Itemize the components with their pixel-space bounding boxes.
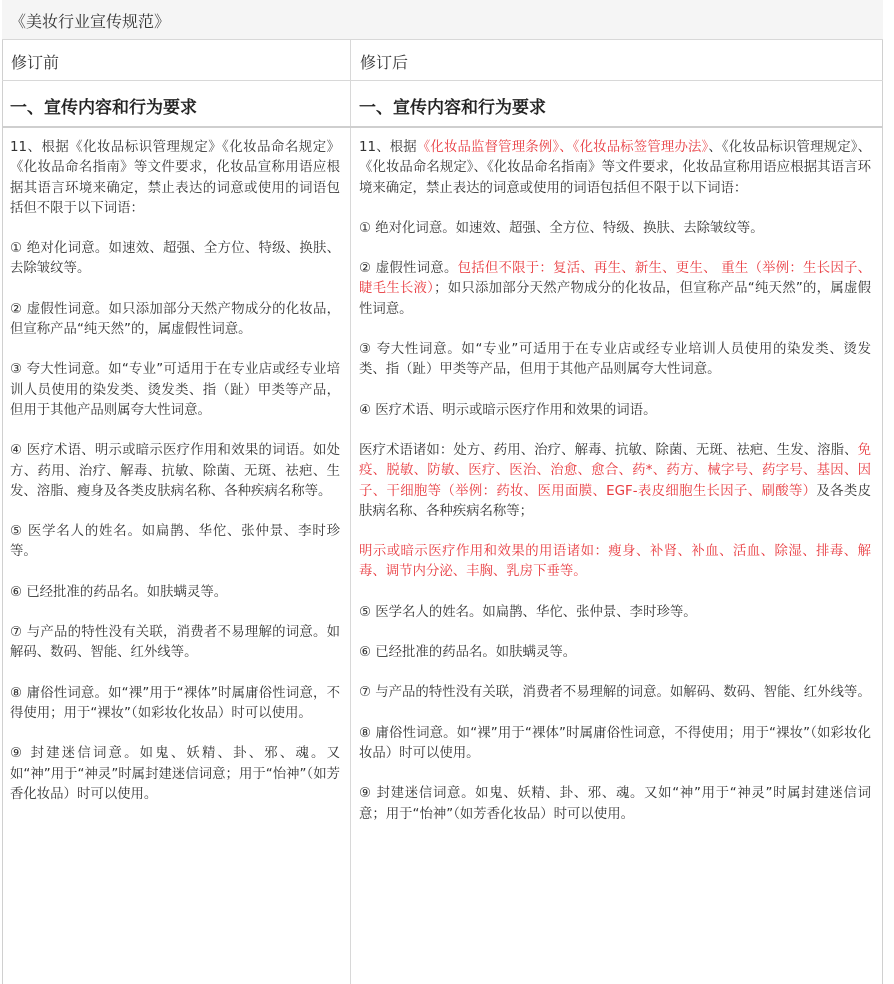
- after-medical-terms: [359, 441, 871, 522]
- after-clause-11-rest: 、《化妆品标识管理规定》、《化妆品命名规定》、《化妆品命名指南》等文件要求，化妆品宣称用语应根据其语言环境来确定，禁止表达的词意或使用的词语包括但不限于以下词语：: [359, 140, 871, 196]
- after-medical-terms-start: 医疗术语诸如：处方、药用、治疗、解毒、抗敏、除菌、无斑、祛疤、生发、溶脂、: [359, 442, 858, 458]
- after-item-6: ⑥ 已经批准的药品名。如肤螨灵等。: [359, 645, 577, 661]
- after-clause-11: [359, 138, 871, 199]
- after-item-2: [359, 259, 871, 320]
- after-clause-11-added: 《化妆品监督管理条例》、《化妆品标签管理办法》: [416, 140, 709, 155]
- header-after-cell: [351, 40, 883, 80]
- after-medical-terms-added: 免疫、脱敏、防敏、医疗、医治、治愈、愈合、药*、药方、械字号、药字号、基因、因子、干细胞等（举例：药妆、医用面膜、EGF-表皮细胞生长因子、刷酸等）: [359, 442, 871, 499]
- section-after-cell: [351, 81, 883, 126]
- before-item-8: ⑧ 庸俗性词意。如“裸”用于“裸体”时属庸俗性词意，不得使用；用于“裸妆”（如彩妆化妆品）时可以使用。: [10, 685, 340, 721]
- after-item-1: ① 绝对化词意。如速效、超强、全方位、特级、换肤、去除皱纹等。: [359, 220, 764, 236]
- title-row: [2, 0, 883, 40]
- after-item-2-added: 包括但不限于：复活、再生、新生、更生、 重生（举例：生长因子、睫毛生长液）: [359, 261, 871, 297]
- header-after: 修订后: [360, 53, 409, 72]
- before-column: [10, 138, 340, 805]
- after-item-2-rest: ；如只添加部分天然产物成分的化妆品，但宣称产品“纯天然”的，属虚假性词意。: [359, 281, 871, 317]
- after-item-2-start: ② 虚假性词意。: [359, 261, 458, 277]
- after-clause-11-start: 11、根据: [359, 140, 417, 155]
- before-item-2: ② 虚假性词意。如只添加部分天然产物成分的化妆品，但宣称产品“纯天然”的，属虚假性词意。: [10, 301, 340, 338]
- header-before-cell: [2, 40, 351, 80]
- header-row: [2, 40, 883, 81]
- doc-title: 《美妆行业宣传规范》: [10, 12, 171, 31]
- before-item-1: ① 绝对化词意。如速效、超强、全方位、特级、换肤、去除皱纹等。: [10, 241, 340, 277]
- header-before: 修订前: [11, 53, 60, 72]
- before-item-7: ⑦ 与产品的特性没有关联，消费者不易理解的词意。如解码、数码、智能、红外线等。: [10, 625, 340, 661]
- section-row: [2, 81, 883, 128]
- after-medical-terms-rest: 及各类皮肤病名称、各种疾病名称等；: [359, 483, 872, 519]
- after-item-7: ⑦ 与产品的特性没有关联，消费者不易理解的词意。如解码、数码、智能、红外线等。: [359, 685, 871, 701]
- after-item-4: ④ 医疗术语、明示或暗示医疗作用和效果的词语。: [359, 402, 657, 418]
- after-item-3: ③ 夸大性词意。如“专业”可适用于在专业店或经专业培训人员使用的染发类、烫发类、指（趾）甲类等产品，但用于其他产品则属夸大性词意。: [359, 342, 871, 378]
- section-title-before: 一、宣传内容和行为要求: [10, 98, 197, 118]
- before-clause-11: 11、根据《化妆品标识管理规定》《化妆品命名规定》《化妆品命名指南》等文件要求，化妆品宣称用语应根据其语言环境来确定，禁止表达的词意或使用的词语包括但不限于以下词语：: [10, 140, 340, 216]
- before-item-6: ⑥ 已经批准的药品名。如肤螨灵等。: [10, 584, 228, 600]
- after-column: [359, 138, 871, 825]
- after-item-5: ⑤ 医学名人的姓名。如扁鹊、华佗、张仲景、李时珍等。: [359, 604, 697, 620]
- after-item-8: ⑧ 庸俗性词意。如“裸”用于“裸体”时属庸俗性词意，不得使用；用于“裸妆”（如彩妆化妆品）时可以使用。: [359, 725, 871, 761]
- before-item-9: ⑨ 封建迷信词意。如鬼、妖精、卦、邪、魂。又如“神”用于“神灵”时属封建迷信词意；用于“怡神”（如芳香化妆品）时可以使用。: [10, 746, 340, 802]
- section-title-after: 一、宣传内容和行为要求: [359, 98, 546, 118]
- before-item-4: ④ 医疗术语、明示或暗示医疗作用和效果的词语。如处方、药用、治疗、解毒、抗敏、除菌、无斑、祛疤、生发、溶脂、瘦身及各类皮肤病名称、各种疾病名称等。: [10, 443, 340, 499]
- before-item-3: ③ 夸大性词意。如“专业”可适用于在专业店或经专业培训人员使用的染发类、烫发类、指（趾）甲类等产品，但用于其他产品则属夸大性词意。: [10, 362, 340, 418]
- after-implied-effects: 明示或暗示医疗作用和效果的用语诸如：瘦身、补肾、补血、活血、除湿、排毒、解毒、调节内分泌、丰胸、乳房下垂等。: [359, 544, 871, 580]
- after-item-9: ⑨ 封建迷信词意。如鬼、妖精、卦、邪、魂。又如“神”用于“神灵”时属封建迷信词意；用于“怡神”（如芳香化妆品）时可以使用。: [359, 786, 871, 822]
- section-before-cell: [2, 81, 351, 126]
- before-item-5: ⑤ 医学名人的姓名。如扁鹊、华佗、张仲景、李时珍等。: [10, 524, 340, 560]
